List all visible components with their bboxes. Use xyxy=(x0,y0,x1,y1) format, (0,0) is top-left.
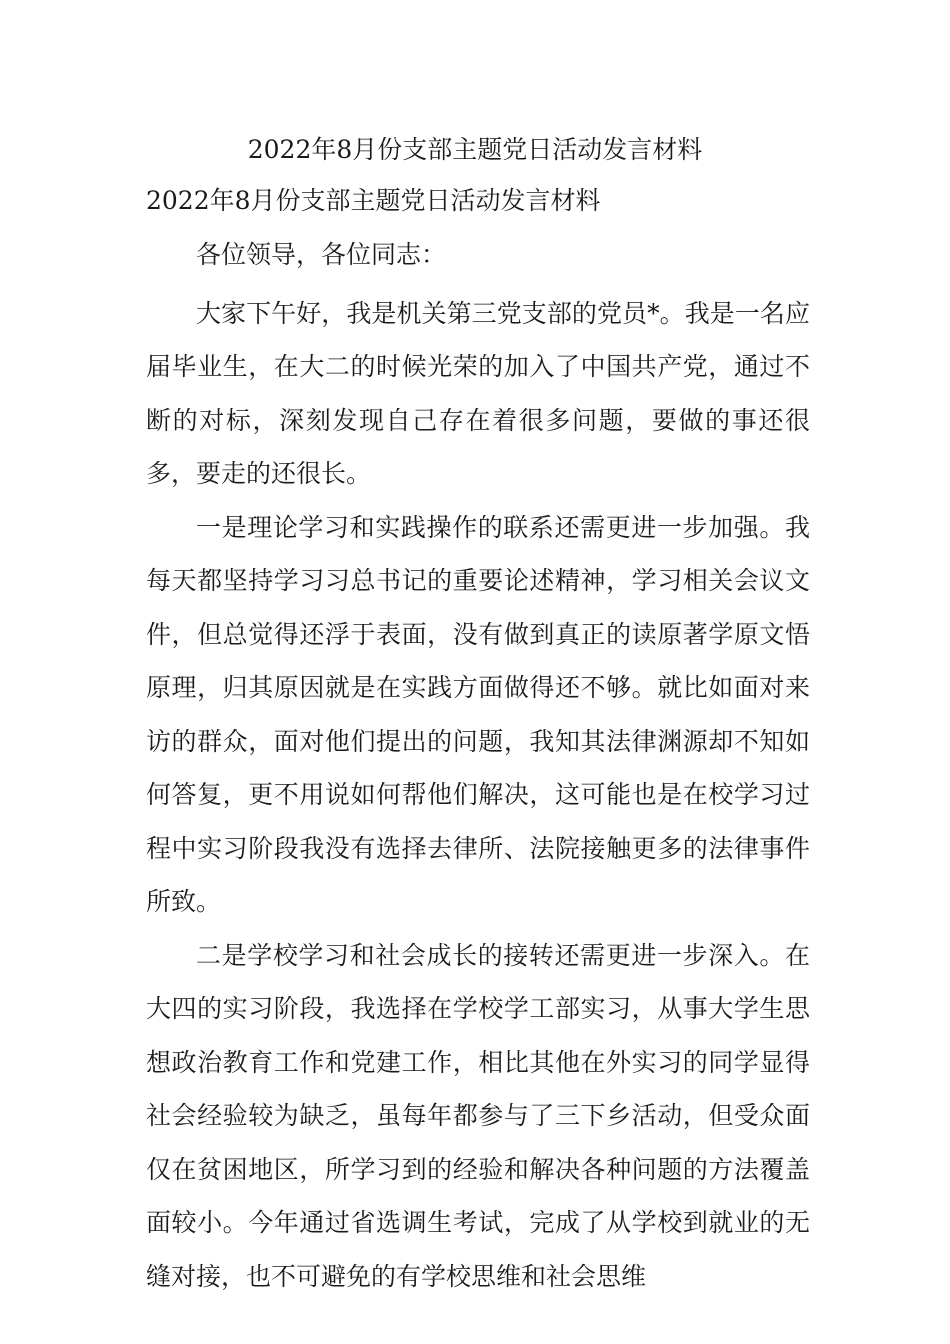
document-subtitle: 2022年8月份支部主题党日活动发言材料 xyxy=(146,186,601,215)
document-body xyxy=(146,228,810,1303)
paragraph-point-one: 一是理论学习和实践操作的联系还需更进一步加强。我每天都坚持学习习总书记的重要论述精神，学习相关会议文件，但总觉得还浮于表面，没有做到真正的读原著学原文悟原理，归其原因就是在实践方面做得还不够。就比如面对来访的群众，面对他们提出的问题，我知其法律渊源却不知如何答复，更不用说如何帮他们解决，这可能也是在校学习过程中实习阶段我没有选择去律所、法院接触更多的法律事件所致。 xyxy=(146,512,810,916)
salutation: 各位领导，各位同志： xyxy=(196,240,447,269)
document-title: 2022年8月份支部主题党日活动发言材料 xyxy=(247,135,703,164)
paragraph-intro: 大家下午好，我是机关第三党支部的党员*。我是一名应届毕业生，在大二的时候光荣的加入了中国共产党，通过不断的对标，深刻发现自己存在着很多问题，要做的事还很多，要走的还很长。 xyxy=(146,298,810,488)
paragraph-point-two: 二是学校学习和社会成长的接转还需更进一步深入。在大四的实习阶段，我选择在学校学工部实习，从事大学生思想政治教育工作和党建工作，相比其他在外实习的同学显得社会经验较为缺乏，虽每年都参与了三下乡活动，但受众面仅在贫困地区，所学习到的经验和解决各种问题的方法覆盖面较小。今年通过省选调生考试，完成了从学校到就业的无缝对接，也不可避免的有学校思维和社会思维 xyxy=(146,940,810,1291)
